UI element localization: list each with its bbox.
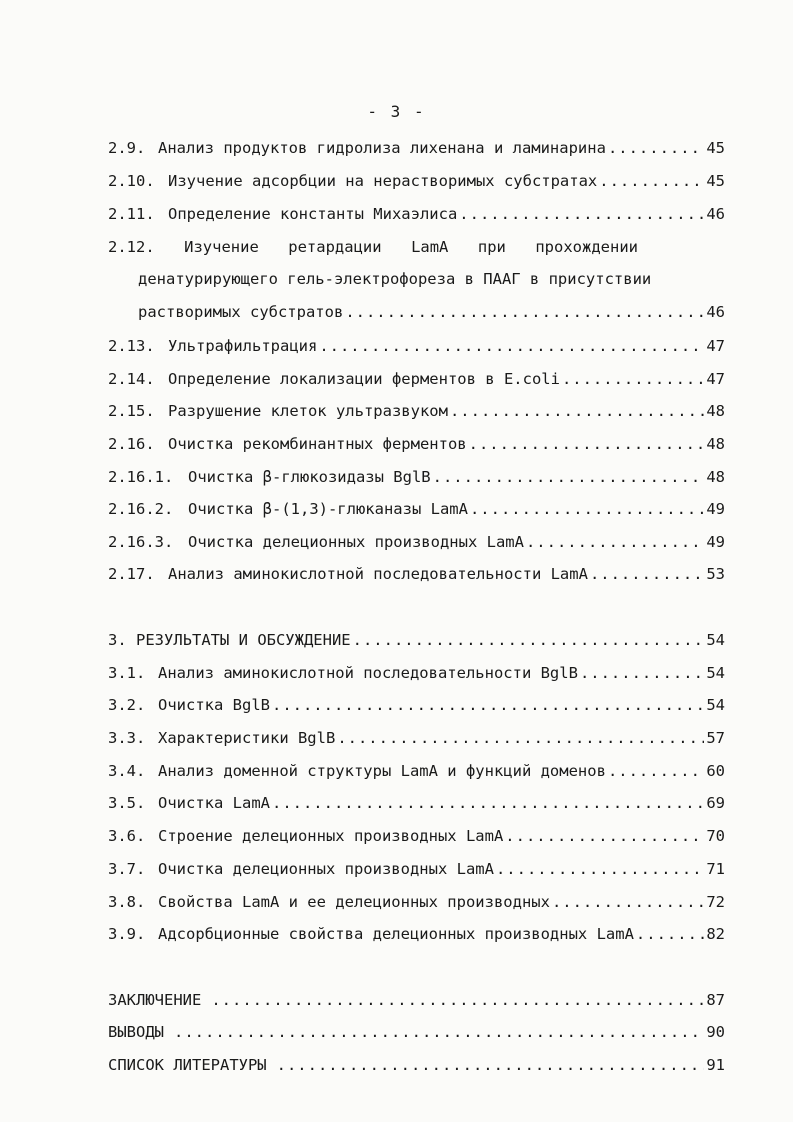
toc-entry-title: Определение локализации ферментов в E.coli [168,370,560,388]
toc-entry-title: Очистка делеционных производных LamA [158,860,494,878]
toc-entry-page: 53 [706,565,725,583]
toc-entry-title: Анализ аминокислотной последовательности LamA [168,565,588,583]
toc-entry-title: Очистка BglB [158,696,270,714]
toc-entry-number: 2.10. [108,172,155,190]
toc-entry-3-6 [108,825,725,847]
toc-entry-title: Свойства LamA и ее делеционных производных [158,893,550,911]
toc-entry-page: 46 [706,205,725,223]
leader-dots [636,923,704,945]
toc-entry-number: 3.7. [108,860,146,878]
toc-entry-number: 2.9. [108,139,146,157]
leader-dots [459,203,704,225]
page-number: - 3 - [367,102,426,121]
toc-entry-page: 72 [706,893,725,911]
toc-entry-page: 54 [706,664,725,682]
toc-entry-references [108,1054,725,1076]
toc-entry-title: Анализ аминокислотной последовательности BglB [158,664,578,682]
toc-entry-2-16 [108,433,725,455]
toc-entry-conclusion [108,989,725,1011]
leader-dots [505,825,704,847]
toc-entry-number: 2.16.3. [108,533,174,551]
toc-entry-3-8 [108,891,725,913]
toc-entry-page: 45 [706,172,725,190]
toc-entry-page: 47 [706,370,725,388]
toc-entry-number: 2.14. [108,370,155,388]
toc-entry-title: Изучение адсорбции на нерастворимых субстратах [168,172,598,190]
toc-entry-title: Очистка LamA [158,794,270,812]
toc-entry-2-15 [108,400,725,422]
toc-entry-number: 3.9. [108,925,146,943]
leader-dots [496,858,704,880]
toc-entry-3-9 [108,923,725,945]
leader-dots [580,662,704,684]
toc-entry-3 [108,629,725,651]
leader-dots [211,989,704,1011]
toc-entry-2-14 [108,368,725,390]
toc-entry-3-3 [108,727,725,749]
toc-entry-2-12-line-1 [108,236,638,258]
toc-entry-page: 57 [706,729,725,747]
toc-entry-page: 60 [706,762,725,780]
toc-entry-title: растворимых субстратов [138,303,344,321]
toc-entry-title: Очистка рекомбинантных ферментов [168,435,467,453]
leader-dots [608,137,704,159]
toc-entry-number: 2.16.2. [108,500,174,518]
leader-dots [345,301,704,323]
toc-entry-2-10 [108,170,725,192]
toc-entry-number: 2.12. [108,238,155,256]
toc-entry-number: 3.4. [108,762,146,780]
leader-dots [590,563,704,585]
toc-entry-number: 2.16. [108,435,155,453]
toc-entry-title: Очистка β-глюкозидазы BglB [188,468,431,486]
leader-dots [272,694,704,716]
toc-entry-title: Определение константы Михаэлиса [168,205,458,223]
toc-entry-page: 87 [706,991,725,1009]
toc-entry-page: 69 [706,794,725,812]
toc-entry-title: Очистка β-(1,3)-глюканазы LamA [188,500,468,518]
toc-entry-3-7 [108,858,725,880]
toc-entry-title: Характеристики BglB [158,729,336,747]
toc-entry-page: 71 [706,860,725,878]
toc-entry-number: 2.11. [108,205,155,223]
toc-entry-number: 3. [108,631,127,649]
leader-dots [608,760,704,782]
toc-entry-2-17 [108,563,725,585]
toc-entry-page: 70 [706,827,725,845]
leader-dots [470,498,704,520]
toc-entry-2-9 [108,137,725,159]
toc-entry-2-11 [108,203,725,225]
toc-entry-page: 48 [706,402,725,420]
leader-dots [353,629,705,651]
toc-entry-3-2 [108,694,725,716]
toc-entry-page: 48 [706,468,725,486]
toc-entry-title: Анализ продуктов гидролиза лихенана и ламинарина [158,139,606,157]
toc-entry-page: 91 [706,1056,725,1074]
toc-entry-page: 90 [706,1023,725,1041]
toc-entry-number: 3.5. [108,794,146,812]
toc-entry-number: 3.3. [108,729,146,747]
toc-entry-page: 54 [706,631,725,649]
toc-entry-word: при [477,238,506,256]
toc-entry-word: LamA [411,238,449,256]
leader-dots [562,368,704,390]
toc-entry-2-16-3 [108,531,725,553]
toc-entry-page: 48 [706,435,725,453]
toc-entry-page: 49 [706,500,725,518]
toc-entry-title: Адсорбционные свойства делеционных производных LamA [158,925,634,943]
toc-entry-number: 2.15. [108,402,155,420]
toc-entry-number: 3.2. [108,696,146,714]
toc-entry-title: Разрушение клеток ультразвуком [168,402,448,420]
toc-entry-title: СПИСОК ЛИТЕРАТУРЫ [108,1056,267,1074]
leader-dots [433,466,705,488]
toc-entry-word: Изучение [184,238,259,256]
toc-entry-title: РЕЗУЛЬТАТЫ И ОБСУЖДЕНИЕ [136,631,351,649]
toc-entry-title: Строение делеционных производных LamA [158,827,504,845]
toc-entry-number: 3.6. [108,827,146,845]
toc-entry-word: прохождении [535,238,638,256]
toc-entry-2-12-line-3 [138,301,725,323]
toc-entry-number: 3.1. [108,664,146,682]
toc-entry-2-16-1 [108,466,725,488]
toc-entry-number: 2.16.1. [108,468,174,486]
toc-entry-number: 2.17. [108,565,155,583]
toc-entry-page: 47 [706,337,725,355]
leader-dots [174,1021,704,1043]
toc-entry-3-5 [108,792,725,814]
toc-entry-page: 49 [706,533,725,551]
toc-entry-page: 46 [706,303,725,321]
toc-entry-title: ВЫВОДЫ [108,1023,164,1041]
toc-entry-title: ЗАКЛЮЧЕНИЕ [108,991,202,1009]
leader-dots [552,891,704,913]
leader-dots [337,727,704,749]
toc-entry-title: Ультрафильтрация [168,337,318,355]
leader-dots [319,335,704,357]
toc-entry-page: 54 [706,696,725,714]
leader-dots [599,170,704,192]
toc-entry-number: 2.13. [108,337,155,355]
toc-entry-3-1 [108,662,725,684]
toc-entry-number: 3.8. [108,893,146,911]
toc-entry-title: Очистка делеционных производных LamA [188,533,524,551]
leader-dots [469,433,705,455]
toc-entry-2-12-line-2: денатурирующего гель-электрофореза в ПААГ в присутствии [138,270,652,288]
leader-dots [277,1054,705,1076]
leader-dots [450,400,704,422]
toc-entry-title: Анализ доменной структуры LamA и функций доменов [158,762,606,780]
leader-dots [526,531,704,553]
toc-entry-2-13 [108,335,725,357]
toc-entry-word: ретардации [288,238,382,256]
toc-entry-2-16-2 [108,498,725,520]
toc-entry-findings [108,1021,725,1043]
toc-entry-page: 45 [706,139,725,157]
toc-entry-3-4 [108,760,725,782]
toc-entry-page: 82 [706,925,725,943]
leader-dots [272,792,704,814]
